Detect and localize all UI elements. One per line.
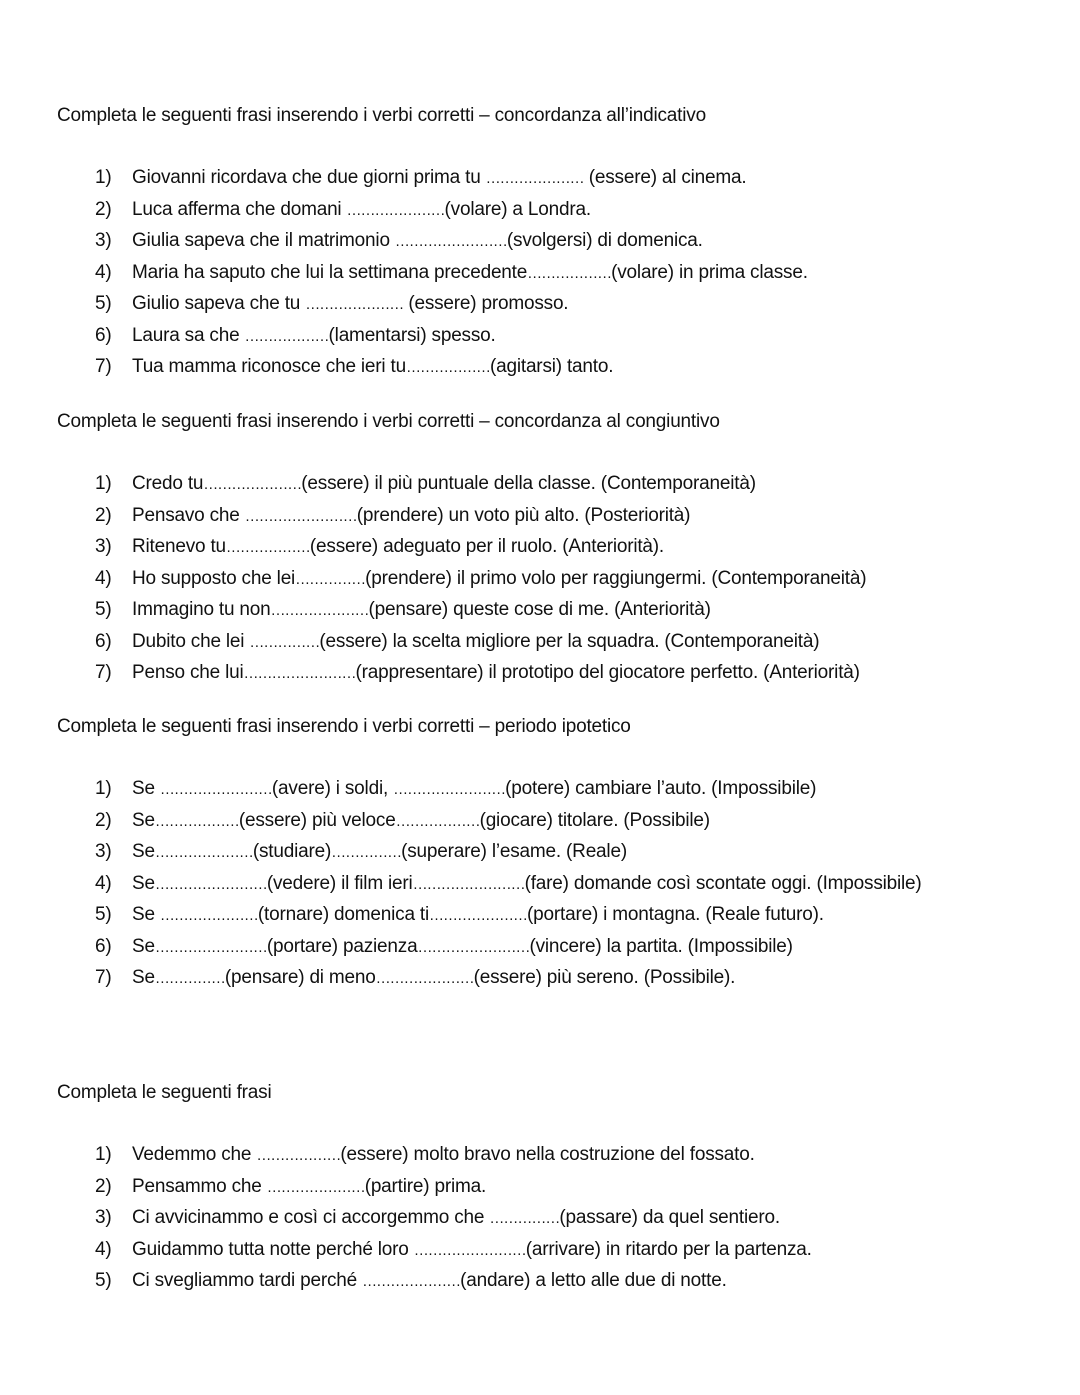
answer-blank[interactable]: ………………… <box>266 1178 365 1196</box>
item-text: Ci svegliammo tardi perché <box>132 1270 363 1291</box>
answer-blank[interactable]: ………………… <box>429 907 528 924</box>
answer-blank[interactable]: ………………… <box>375 970 474 987</box>
answer-blank[interactable]: …………………… <box>394 233 507 250</box>
section-heading: Completa le seguenti frasi <box>57 1082 272 1103</box>
item-text: Credo tu <box>132 473 204 494</box>
list-item <box>95 1140 812 1172</box>
list-item <box>95 1235 812 1267</box>
item-text: (portare) pazienza <box>266 935 418 957</box>
exercise-list <box>95 163 808 384</box>
item-number: 2) <box>95 1175 112 1197</box>
item-number: 7) <box>95 356 112 377</box>
item-text: Dubito che lei <box>132 630 250 652</box>
list-item <box>95 1172 812 1204</box>
item-number: 5) <box>95 293 112 314</box>
answer-blank[interactable]: …………… <box>331 844 402 861</box>
answer-blank[interactable]: …………………… <box>159 781 272 798</box>
item-number: 1) <box>95 1144 112 1165</box>
item-text: Giulio sapeva che tu <box>132 293 306 314</box>
item-number: 2) <box>95 198 112 220</box>
list-item <box>95 1203 812 1235</box>
answer-blank[interactable]: ………………… <box>203 476 302 493</box>
list-item <box>95 226 808 258</box>
item-text: Maria ha saputo che lui la settimana precedente <box>132 261 528 283</box>
answer-blank[interactable]: ………………… <box>270 602 369 619</box>
item-text: (vedere) il film ieri <box>266 872 413 894</box>
exercise-list <box>95 469 866 690</box>
item-text: Ho supposto che lei <box>132 567 296 589</box>
list-item <box>95 658 866 690</box>
answer-blank[interactable]: ……………… <box>405 359 490 376</box>
item-number: 2) <box>95 809 112 831</box>
item-text: (potere) cambiare l’auto. (Impossibile) <box>505 778 817 799</box>
list-item <box>95 501 866 533</box>
item-text: Guidammo tutta notte perché loro <box>132 1238 414 1260</box>
answer-blank[interactable]: …………………… <box>393 781 506 798</box>
item-text: Laura sa che <box>132 324 245 346</box>
section-congiuntivo <box>57 410 1067 683</box>
item-number: 4) <box>95 872 112 894</box>
answer-blank[interactable]: …………………… <box>412 875 525 893</box>
item-text: Penso che lui <box>132 662 244 683</box>
answer-blank[interactable]: …………… <box>154 970 225 987</box>
list-item <box>95 1266 812 1298</box>
item-number: 3) <box>95 536 112 557</box>
section-completa-frasi <box>57 1081 1067 1291</box>
item-text: (studiare) <box>252 841 332 862</box>
item-text: Pensammo che <box>132 1175 267 1197</box>
item-number: 4) <box>95 261 112 283</box>
answer-blank[interactable]: …………………… <box>154 875 267 893</box>
item-text: (agitarsi) tanto. <box>489 356 614 377</box>
list-item <box>95 532 866 564</box>
item-number: 1) <box>95 778 112 799</box>
list-item <box>95 900 1002 932</box>
answer-blank[interactable]: ………………… <box>362 1273 461 1290</box>
answer-blank[interactable]: …………………… <box>417 938 530 956</box>
item-text: (svolgersi) di domenica. <box>506 230 703 251</box>
item-text: (prendere) un voto più alto. (Posteriorità) <box>356 504 691 526</box>
item-text: Se <box>132 935 155 957</box>
item-number: 7) <box>95 967 112 988</box>
item-text: Se <box>132 809 155 831</box>
answer-blank[interactable]: ……………… <box>395 812 480 830</box>
item-number: 5) <box>95 904 112 925</box>
answer-blank[interactable]: ………………… <box>305 296 404 313</box>
item-number: 6) <box>95 630 112 652</box>
item-text: (essere) il più puntuale della classe. (Contemporaneità) <box>301 473 756 494</box>
list-item <box>95 352 808 384</box>
item-text: (lamentarsi) spesso. <box>328 324 496 346</box>
answer-blank[interactable]: …………… <box>489 1210 560 1227</box>
answer-blank[interactable]: …………… <box>295 570 366 588</box>
item-text: (partire) prima. <box>364 1175 487 1197</box>
item-text: (avere) i soldi, <box>271 778 394 799</box>
item-text: Pensavo che <box>132 504 245 526</box>
list-item <box>95 289 808 321</box>
section-periodo-ipotetico <box>57 715 1067 988</box>
answer-blank[interactable]: …………………… <box>154 938 267 956</box>
item-text: (passare) da quel sentiero. <box>559 1207 780 1228</box>
item-text: (andare) a letto alle due di notte. <box>460 1270 727 1291</box>
item-text: Giovanni ricordava che due giorni prima tu <box>132 167 486 188</box>
item-text: (superare) l’esame. (Reale) <box>401 841 627 862</box>
item-text: Ci avvicinammo e così ci accorgemmo che <box>132 1207 490 1228</box>
item-number: 7) <box>95 662 112 683</box>
item-text: (essere) la scelta migliore per la squadra. (Contemporaneità) <box>319 630 820 652</box>
item-text: Se <box>132 841 155 862</box>
answer-blank[interactable]: …………………… <box>244 507 357 525</box>
item-text: (giocare) titolare. (Possibile) <box>479 809 710 831</box>
section-heading: Completa le seguenti frasi inserendo i verbi corretti – concordanza all’indicativo <box>57 105 706 126</box>
item-text: (fare) domande così scontate oggi. (Impossibile) <box>524 872 922 894</box>
item-number: 6) <box>95 935 112 957</box>
answer-blank[interactable]: …………………… <box>413 1241 526 1259</box>
item-text: Ritenevo tu <box>132 536 226 557</box>
answer-blank[interactable]: ……………… <box>244 327 329 345</box>
answer-blank[interactable]: ………………… <box>154 844 253 861</box>
item-text: Se <box>132 904 160 925</box>
list-item <box>95 806 1002 838</box>
item-text: Immagino tu non <box>132 599 271 620</box>
answer-blank[interactable]: …………… <box>249 633 320 651</box>
answer-blank[interactable]: ………………… <box>159 907 258 924</box>
item-text: (rappresentare) il prototipo del giocatore perfetto. (Anteriorità) <box>355 662 860 683</box>
item-number: 2) <box>95 504 112 526</box>
answer-blank[interactable]: ……………… <box>154 812 239 830</box>
item-number: 6) <box>95 324 112 346</box>
item-text: Se <box>132 872 155 894</box>
item-number: 3) <box>95 841 112 862</box>
list-item <box>95 595 866 627</box>
list-item <box>95 963 1002 995</box>
section-heading: Completa le seguenti frasi inserendo i verbi corretti – concordanza al congiuntivo <box>57 411 720 432</box>
list-item <box>95 564 866 596</box>
item-number: 3) <box>95 230 112 251</box>
list-item <box>95 627 866 659</box>
item-text: (tornare) domenica ti <box>257 904 430 925</box>
exercise-list <box>95 1140 812 1298</box>
item-text: (essere) al cinema. <box>583 167 747 188</box>
list-item <box>95 837 1002 869</box>
item-text: Tua mamma riconosce che ieri tu <box>132 356 406 377</box>
item-text: (portare) i montagna. (Reale futuro). <box>527 904 824 925</box>
list-item <box>95 869 1002 901</box>
item-text: Se <box>132 967 155 988</box>
item-text: Luca afferma che domani <box>132 198 347 220</box>
item-number: 1) <box>95 473 112 494</box>
item-text: (essere) più veloce <box>238 809 396 831</box>
item-text: (essere) promosso. <box>403 293 569 314</box>
item-text: (arrivare) in ritardo per la partenza. <box>525 1238 812 1260</box>
section-indicativo <box>57 104 1067 377</box>
answer-blank[interactable]: ………………… <box>485 170 584 187</box>
item-text: (volare) in prima classe. <box>611 261 808 283</box>
item-text: Giulia sapeva che il matrimonio <box>132 230 395 251</box>
item-number: 1) <box>95 167 112 188</box>
answer-blank[interactable]: ……………… <box>225 539 310 556</box>
exercise-list <box>95 774 1002 995</box>
item-text: (volare) a Londra. <box>444 198 591 220</box>
list-item <box>95 469 866 501</box>
item-text: (essere) adeguato per il ruolo. (Anteriorità). <box>309 536 665 557</box>
item-text: (pensare) queste cose di me. (Anteriorità) <box>368 599 711 620</box>
item-text: (vincere) la partita. (Impossibile) <box>529 935 793 957</box>
answer-blank[interactable]: …………………… <box>243 665 356 682</box>
item-number: 3) <box>95 1207 112 1228</box>
list-item <box>95 258 808 290</box>
list-item <box>95 321 808 353</box>
list-item <box>95 932 1002 964</box>
list-item <box>95 195 808 227</box>
item-number: 5) <box>95 1270 112 1291</box>
section-heading: Completa le seguenti frasi inserendo i verbi corretti – periodo ipotetico <box>57 716 631 737</box>
item-text: (pensare) di meno <box>224 967 376 988</box>
item-text: (essere) molto bravo nella costruzione del fossato. <box>340 1144 755 1165</box>
list-item <box>95 774 1002 806</box>
item-text: Vedemmo che <box>132 1144 257 1165</box>
item-number: 4) <box>95 567 112 589</box>
item-text: (essere) più sereno. (Possibile). <box>473 967 736 988</box>
item-number: 5) <box>95 599 112 620</box>
list-item <box>95 163 808 195</box>
answer-blank[interactable]: ……………… <box>527 264 612 282</box>
item-number: 4) <box>95 1238 112 1260</box>
item-text: (prendere) il primo volo per raggiungermi. (Contemporaneità) <box>365 567 867 589</box>
answer-blank[interactable]: ……………… <box>256 1147 341 1164</box>
item-text: Se <box>132 778 160 799</box>
answer-blank[interactable]: ………………… <box>346 201 445 219</box>
